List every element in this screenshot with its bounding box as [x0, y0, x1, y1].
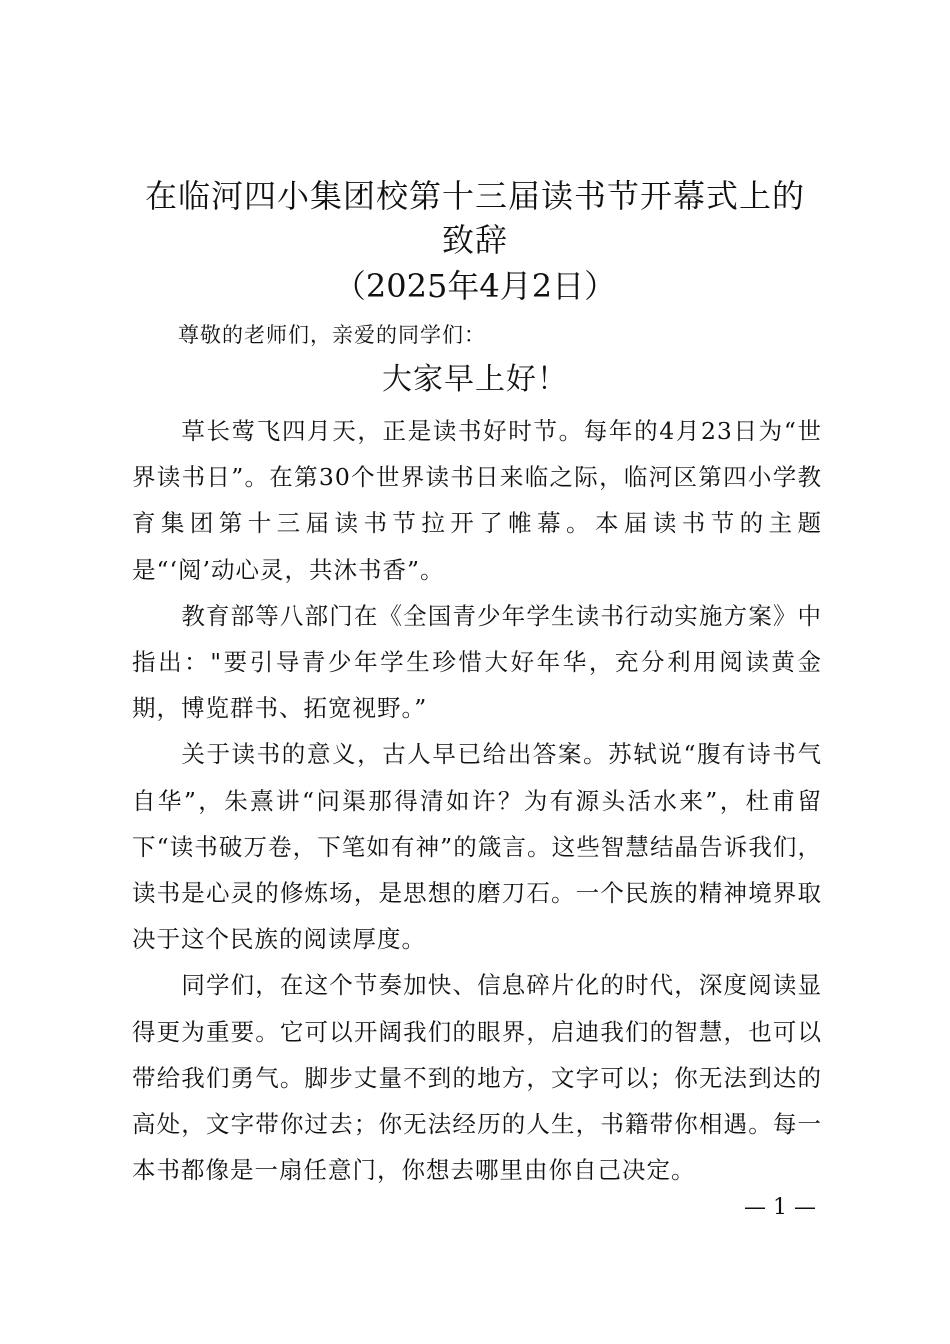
paragraph: 关于读书的意义，古人早已给出答案。苏轼说“腹有诗书气自华”，朱熹讲“问渠那得清如许？为有源头活水来”，杜甫留下“读书破万卷，下笔如有神”的箴言。这些智慧结晶告诉我们，读书是心灵的修炼场，是思想的磨刀石。一个民族的精神境界取决于这个民族的阅读厚度。	[132, 740, 822, 954]
paragraph: 教育部等八部门在《全国青少年学生读书行动实施方案》中指出："要引导青少年学生珍惜大好年华，充分利用阅读黄金期，博览群书、拓宽视野。”	[132, 601, 822, 723]
paragraph: 草长莺飞四月天，正是读书好时节。每年的4月23日为“世界读书日”。在第30个世界读书日来临之际，临河区第四小学教育集团第十三届读书节拉开了帷幕。本届读书节的主题是“‘阅’动心灵，共沐书香”。	[132, 417, 822, 584]
paragraph: 同学们，在这个节奏加快、信息碎片化的时代，深度阅读显得更为重要。它可以开阔我们的眼界，启迪我们的智慧，也可以带给我们勇气。脚步丈量不到的地方，文字可以；你无法到达的高处，文字带你过去；你无法经历的人生，书籍带你相遇。每一本书都像是一扇任意门，你想去哪里由你自己决定。	[132, 971, 822, 1185]
greeting: 大家早上好！	[382, 362, 568, 397]
document-title-line-1: 在临河四小集团校第十三届读书节开幕式上的	[144, 177, 805, 215]
salutation: 尊敬的老师们，亲爱的同学们：	[178, 323, 486, 347]
document-date: （2025年4月2日）	[333, 267, 617, 305]
document-title-line-2: 致辞	[441, 221, 508, 259]
page-number: — 1 —	[744, 1195, 816, 1220]
body-text	[132, 408, 822, 1193]
